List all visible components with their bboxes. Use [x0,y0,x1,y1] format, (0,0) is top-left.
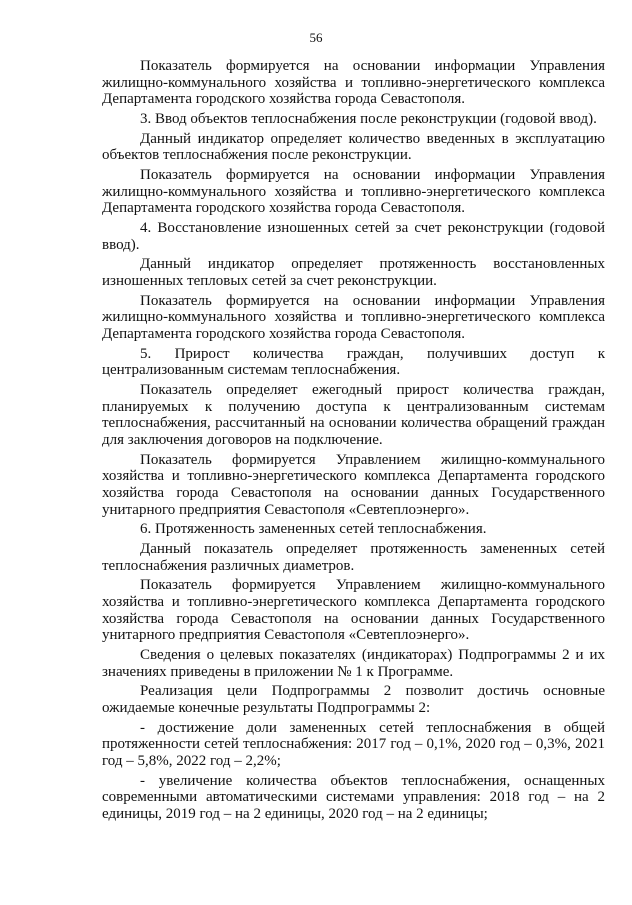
paragraph-6: Данный индикатор определяет протяженность восстановленных изношенных тепловых сетей за счет реконструкции. [102,256,605,290]
paragraph-4: Показатель формируется на основании информации Управления жилищно-коммунального хозяйства и топливно-энергетического комплекса Департамента городского хозяйства города Севастополя. [102,167,605,217]
paragraph-15: Реализация цели Подпрограммы 2 позволит достичь основные ожидаемые конечные результаты Подпрограммы 2: [102,683,605,716]
paragraph-2: 3. Ввод объектов теплоснабжения после реконструкции (годовой ввод). [140,110,597,127]
paragraph-13: Показатель формируется Управлением жилищно-коммунального хозяйства и топливно-энергетического комплекса Департамента городского хозяйства города Севастополя на основании данных Государственного унитарного предприятия Севастополя «Севтеплоэнерго». [102,577,605,644]
paragraph-9: Показатель определяет ежегодный прирост количества граждан, планируемых к получению доступа к централизованным системам теплоснабжения, рассчитанный на основании количества обращений граждан для заключения договоров на подключение. [102,382,605,448]
bullet-item-2: - увеличение количества объектов теплоснабжения, оснащенных современными автоматическими системами управления: 2018 год – на 2 единицы, 2019 год – на 2 единицы, 2020 год – на 2 единицы; [102,772,605,822]
bullet-item-1: - достижение доли замененных сетей теплоснабжения в общей протяженности сетей теплоснабжения: 2017 год – 0,1%, 2020 год – 0,3%, 2021 год – 5,8%, 2022 год – 2,2%; [102,719,605,769]
paragraph-8: 5. Прирост количества граждан, получивших доступ к централизованным системам теплоснабжения. [102,345,605,379]
paragraph-1: Показатель формируется на основании информации Управления жилищно-коммунального хозяйства и топливно-энергетического комплекса Департамента городского хозяйства города Севастополя. [102,58,605,108]
page-number: 56 [309,30,323,45]
page-body [102,58,605,826]
paragraph-10: Показатель формируется Управлением жилищно-коммунального хозяйства и топливно-энергетического комплекса Департамента городского хозяйства города Севастополя на основании данных Государственного унитарного предприятия Севастополя «Севтеплоэнерго». [102,451,605,518]
paragraph-7: Показатель формируется на основании информации Управления жилищно-коммунального хозяйства и топливно-энергетического комплекса Департамента городского хозяйства города Севастополя. [102,292,605,343]
paragraph-12: Данный показатель определяет протяженность замененных сетей теплоснабжения различных диаметров. [102,541,605,574]
paragraph-3: Данный индикатор определяет количество введенных в эксплуатацию объектов теплоснабжения после реконструкции. [102,130,605,164]
paragraph-14: Сведения о целевых показателях (индикаторах) Подпрограммы 2 и их значениях приведены в приложении № 1 к Программе. [102,647,605,680]
paragraph-11: 6. Протяженность замененных сетей теплоснабжения. [140,521,487,538]
paragraph-5: 4. Восстановление изношенных сетей за счет реконструкции (годовой ввод). [102,220,605,253]
